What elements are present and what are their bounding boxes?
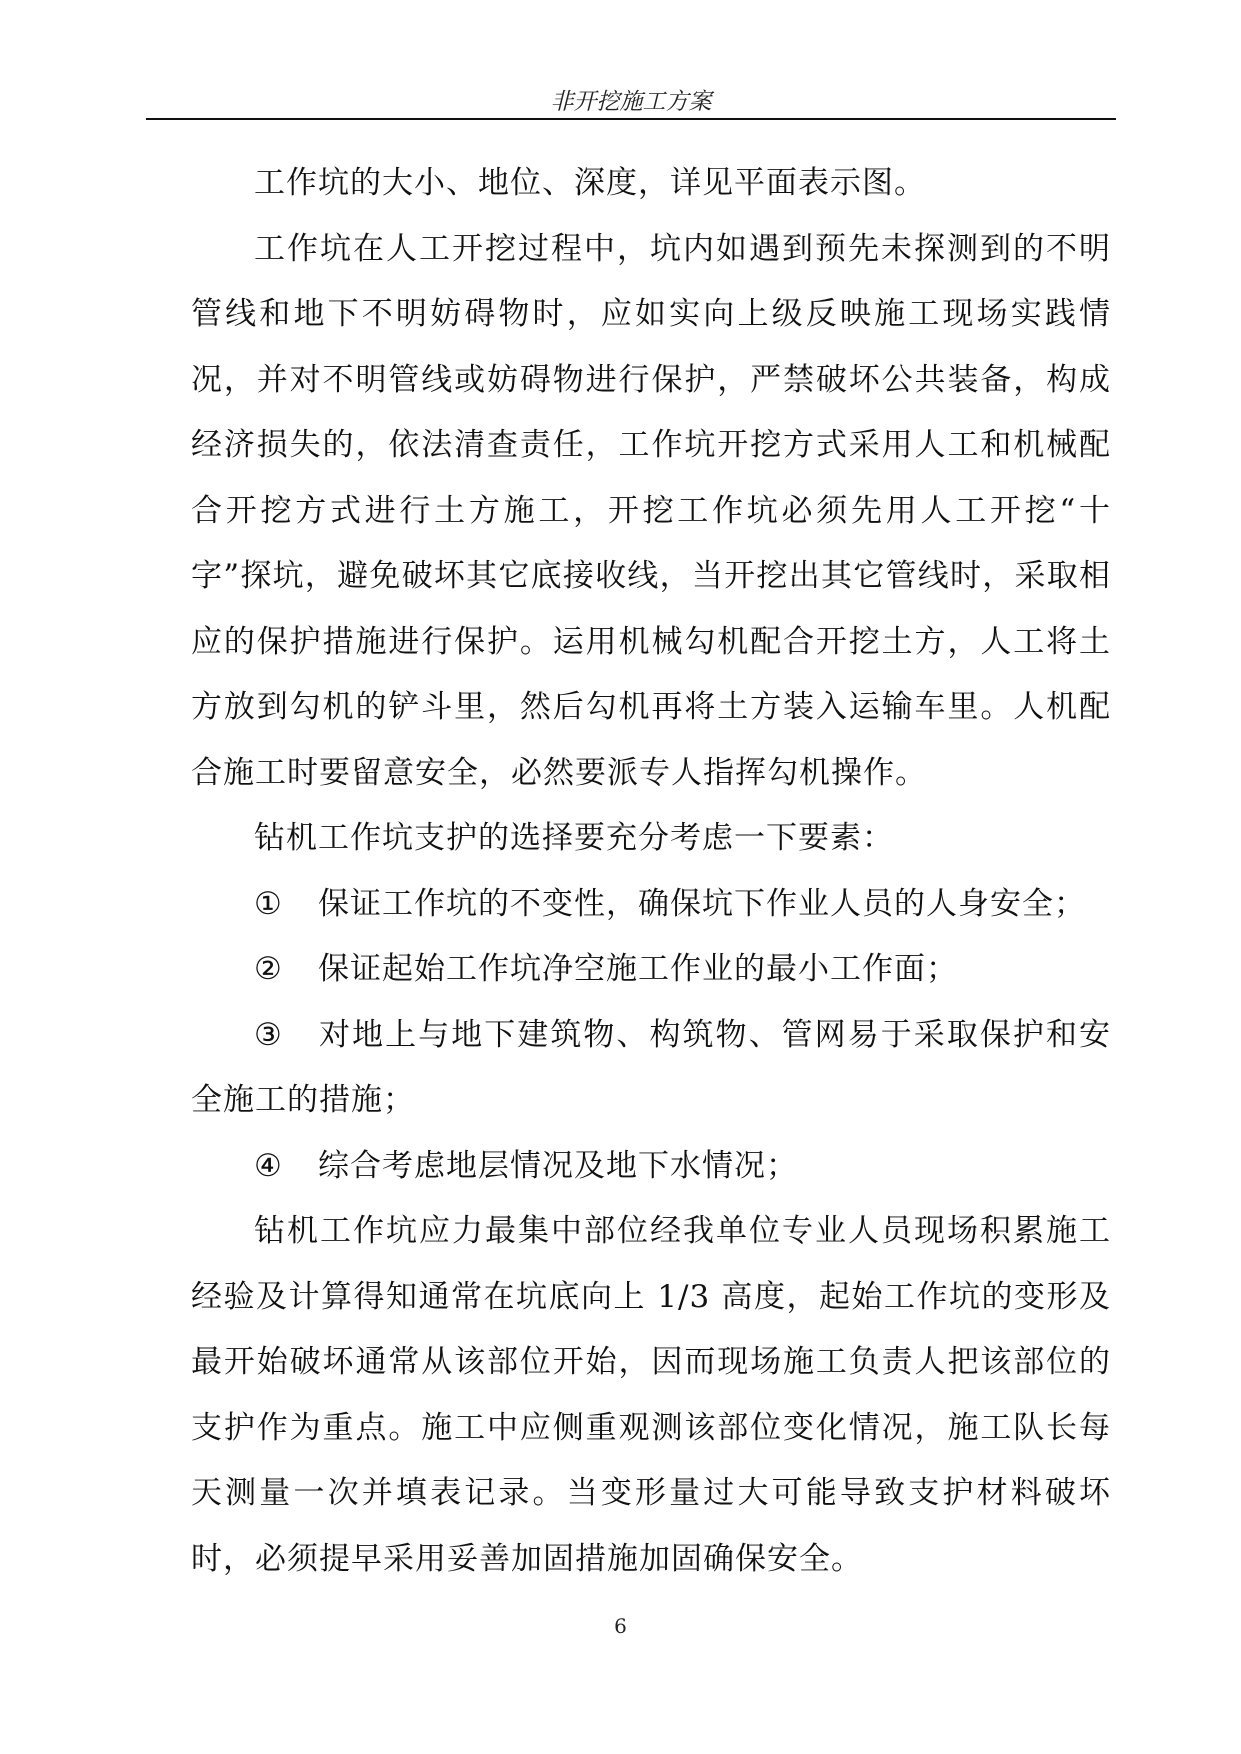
list-item <box>191 872 1111 938</box>
paragraph-excavation: 工作坑在人工开挖过程中，坑内如遇到预先未探测到的不明管线和地下不明妨碍物时，应如实向上级反映施工现场实践情况，并对不明管线或妨碍物进行保护，严禁破坏公共装备，构成经济损失的，依法清查责任，工作坑开挖方式采用人工和机械配合开挖方式进行土方施工，开挖工作坑必须先用人工开挖“十字”探坑，避免破坏其它底接收线，当开挖出其它管线时，采取相应的保护措施进行保护。运用机械勾机配合开挖土方，人工将土方放到勾机的铲斗里，然后勾机再将土方装入运输车里。人机配合施工时要留意安全，必然要派专人指挥勾机操作。 <box>191 230 1111 791</box>
list-item <box>191 1003 1111 1134</box>
list-marker: ③ <box>254 1016 283 1053</box>
running-header: 非开挖施工方案 <box>550 89 712 115</box>
list-marker: ① <box>254 885 283 922</box>
header-rule <box>146 118 1116 120</box>
list-item-text: 保证起始工作坑净空施工作业的最小工作面； <box>318 951 958 987</box>
list-item-text: 保证工作坑的不变性，确保坑下作业人员的人身安全； <box>318 885 1086 922</box>
list-item <box>191 1134 1111 1200</box>
list-item-text: 对地上与地下建筑物、构筑物、管网易于采取保护和安全施工的措施； <box>191 1016 1111 1118</box>
paragraph-stress-monitoring: 钻机工作坑应力最集中部位经我单位专业人员现场积累施工经验及计算得知通常在坑底向上 1/3 高度，起始工作坑的变形及最开始破坏通常从该部位开始，因而现场施工负责人把该部位的支护作为重点。施工中应侧重观测该部位变化情况，施工队长每天测量一次并填表记录。当变形量过大可能导致支护材料破坏时，必须提早采用妥善加固措施加固确保安全。 <box>191 1213 1111 1577</box>
page-number: 6 <box>614 1614 627 1638</box>
list-item <box>191 937 1111 1003</box>
list-marker: ④ <box>254 1147 283 1184</box>
paragraph-support-factors-intro: 钻机工作坑支护的选择要充分考虑一下要素： <box>254 820 894 856</box>
document-body <box>191 151 1111 1592</box>
list-marker: ② <box>254 951 283 987</box>
list-item-text: 综合考虑地层情况及地下水情况； <box>318 1147 798 1184</box>
paragraph-pit-size: 工作坑的大小、地位、深度，详见平面表示图。 <box>254 165 926 201</box>
